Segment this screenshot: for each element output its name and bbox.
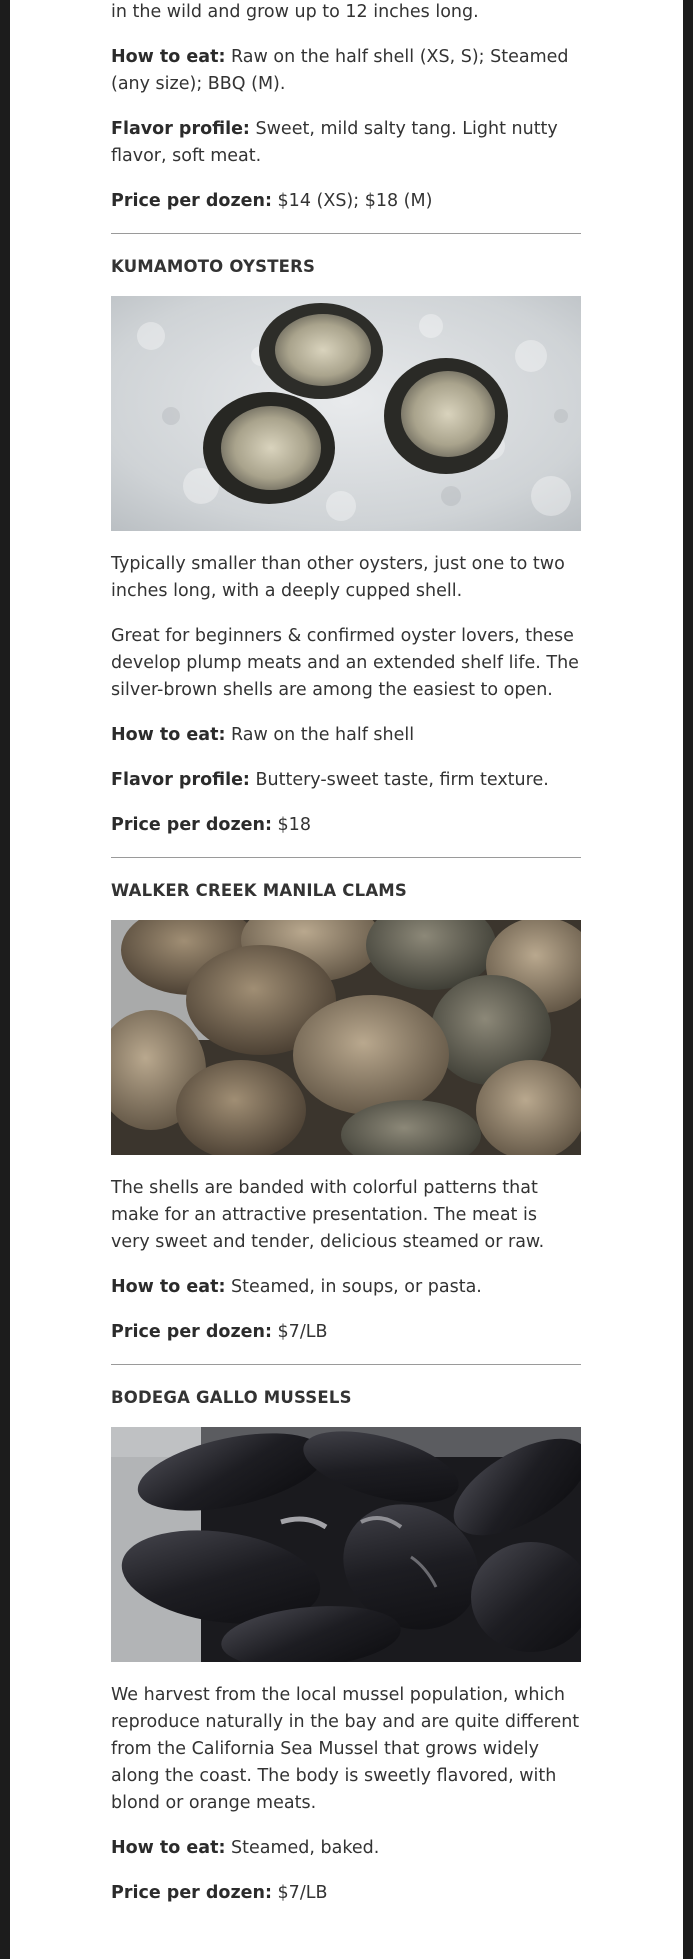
section-divider [111, 233, 581, 234]
section-divider [111, 857, 581, 858]
kumamoto-description-1: Typically smaller than other oysters, just one to two inches long, with a deeply cupped shell. [111, 554, 565, 601]
how-to-eat-value: Steamed, in soups, or pasta. [225, 1277, 482, 1297]
section-title-mussels: BODEGA GALLO MUSSELS [111, 1388, 352, 1407]
flavor-profile-value: Buttery-sweet taste, firm texture. [249, 770, 549, 790]
how-to-eat-value: Raw on the half shell (XS, S); Steamed (any size); BBQ (M). [111, 47, 569, 94]
how-to-eat [111, 44, 581, 98]
price-value: $18 [271, 815, 311, 835]
section-title-clams: WALKER CREEK MANILA CLAMS [111, 881, 407, 900]
oysters-photo [111, 296, 581, 531]
price-per-dozen [111, 188, 581, 215]
price-per-dozen [111, 1880, 581, 1907]
price-label: Price per dozen: [111, 191, 272, 211]
price-value: $7/LB [271, 1322, 328, 1342]
page [10, 0, 683, 1959]
article-content [111, 0, 581, 1925]
price-label: Price per dozen: [111, 1322, 272, 1342]
section-title-kumamoto: KUMAMOTO OYSTERS [111, 257, 316, 276]
price-per-dozen [111, 812, 581, 839]
how-to-eat [111, 1835, 581, 1862]
price-value: $14 (XS); $18 (M) [271, 191, 433, 211]
flavor-profile [111, 116, 581, 170]
how-to-eat-value: Raw on the half shell [225, 725, 415, 745]
price-value: $7/LB [271, 1883, 328, 1903]
flavor-profile-label: Flavor profile: [111, 770, 250, 790]
kumamoto-description-2: Great for beginners & confirmed oyster lovers, these develop plump meats and an extended shelf life. The silver-brown shells are among the easiest to open. [111, 626, 579, 700]
mussels-description: We harvest from the local mussel population, which reproduce naturally in the bay and are quite different from the California Sea Mussel that grows widely along the coast. The body is sweetly flavored, with blond or orange meats. [111, 1685, 580, 1813]
clams-photo [111, 920, 581, 1155]
how-to-eat-label: How to eat: [111, 47, 226, 67]
how-to-eat [111, 722, 581, 749]
price-label: Price per dozen: [111, 1883, 272, 1903]
how-to-eat-label: How to eat: [111, 725, 226, 745]
clams-description: The shells are banded with colorful patterns that make for an attractive presentation. The meat is very sweet and tender, delicious steamed or raw. [111, 1178, 545, 1252]
how-to-eat [111, 1274, 581, 1301]
flavor-profile [111, 767, 581, 794]
mussels-photo [111, 1427, 581, 1662]
section-divider [111, 1364, 581, 1365]
flavor-profile-label: Flavor profile: [111, 119, 250, 139]
flavor-profile-value: Sweet, mild salty tang. Light nutty flavor, soft meat. [111, 119, 558, 166]
how-to-eat-label: How to eat: [111, 1277, 226, 1297]
how-to-eat-value: Steamed, baked. [225, 1838, 380, 1858]
intro-tail: in the wild and grow up to 12 inches long. [111, 2, 479, 22]
price-per-dozen [111, 1319, 581, 1346]
price-label: Price per dozen: [111, 815, 272, 835]
how-to-eat-label: How to eat: [111, 1838, 226, 1858]
